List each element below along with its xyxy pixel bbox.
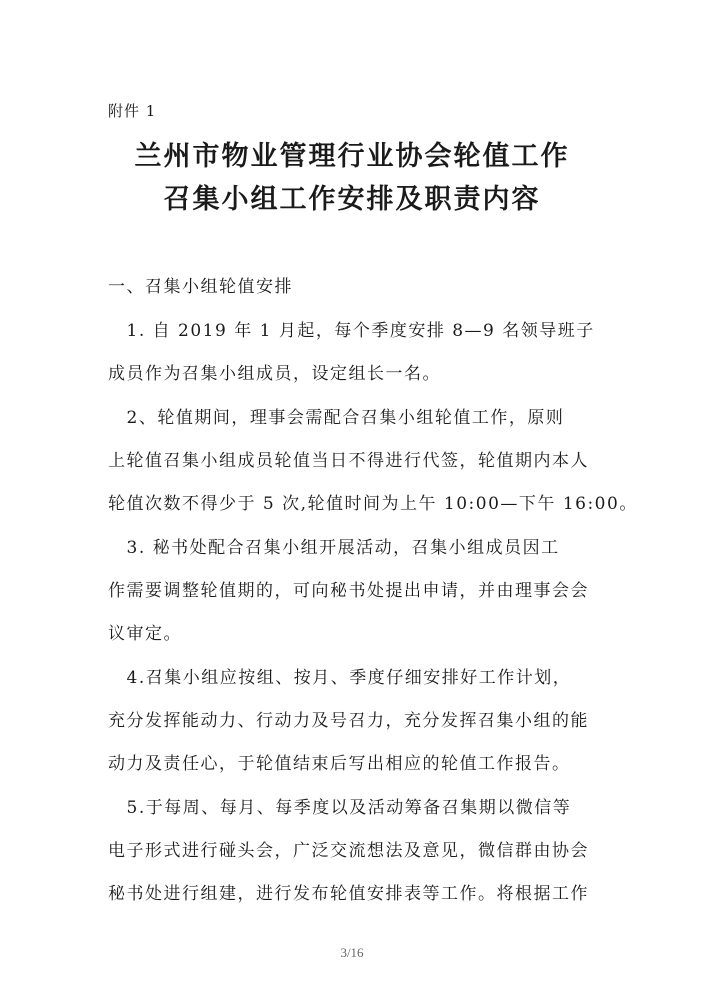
title-line-1: 兰州市物业管理行业协会轮值工作 <box>134 141 570 172</box>
section-heading: 一、召集小组轮值安排 <box>108 277 293 297</box>
paragraph-line: 议审定。 <box>108 624 182 644</box>
paragraph-line: 3. 秘书处配合召集小组开展活动，召集小组成员因工 <box>108 538 560 558</box>
title-line-2: 召集小组工作安排及职责内容 <box>163 184 541 215</box>
page-number: 3/16 <box>340 945 364 960</box>
paragraph-line: 5.于每周、每月、每季度以及活动筹备召集期以微信等 <box>108 798 572 818</box>
paragraph-line: 动力及责任心，于轮值结束后写出相应的轮值工作报告。 <box>108 754 571 774</box>
paragraph-line: 电子形式进行碰头会，广泛交流想法及意见，微信群由协会 <box>108 841 589 861</box>
paragraph-line: 轮值次数不得少于 5 次,轮值时间为上午 10:00—下午 16:00。 <box>108 494 638 514</box>
paragraph-line: 上轮值召集小组成员轮值当日不得进行代签，轮值期内本人 <box>108 451 589 471</box>
paragraph-line: 充分发挥能动力、行动力及号召力，充分发挥召集小组的能 <box>108 711 589 731</box>
attachment-label: 附件 1 <box>108 102 157 120</box>
paragraph-line: 4.召集小组应按组、按月、季度仔细安排好工作计划， <box>108 668 572 688</box>
paragraph-line: 2、轮值期间，理事会需配合召集小组轮值工作，原则 <box>108 408 565 428</box>
paragraph-line: 1. 自 2019 年 1 月起，每个季度安排 8—9 名领导班子 <box>108 321 595 341</box>
paragraph-line: 作需要调整轮值期的，可向秘书处提出申请，并由理事会会 <box>108 581 589 601</box>
paragraph-line: 成员作为召集小组成员，设定组长一名。 <box>108 364 441 384</box>
paragraph-line: 秘书处进行组建，进行发布轮值安排表等工作。将根据工作 <box>108 884 589 904</box>
